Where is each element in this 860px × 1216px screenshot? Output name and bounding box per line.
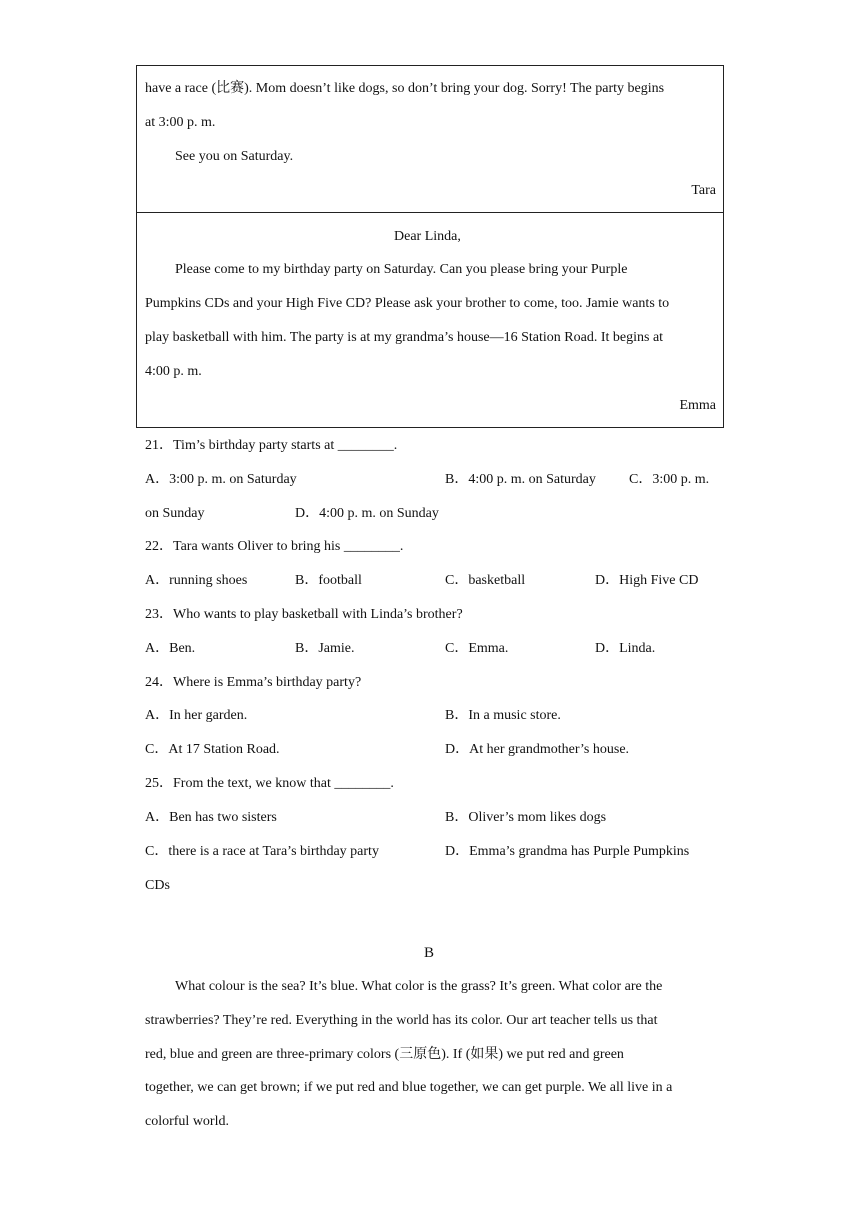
letter-emma-greeting: Dear Linda,: [394, 229, 461, 244]
question-21-option-c-cont: on Sunday: [145, 506, 205, 521]
question-22-option-b: B．football: [295, 573, 362, 588]
question-25-option-d-cont: CDs: [145, 878, 170, 893]
question-25-option-b: B．Oliver’s mom likes dogs: [445, 810, 607, 825]
question-23-option-c: C．Emma.: [445, 641, 509, 656]
question-21-option-a: A．3:00 p. m. on Saturday: [145, 472, 297, 487]
question-24-option-b: B．In a music store.: [445, 708, 561, 723]
question-21-option-c: C．3:00 p. m.: [629, 472, 710, 487]
question-23-option-a: A．Ben.: [145, 641, 196, 656]
question-25-option-c: C．there is a race at Tara’s birthday party: [145, 844, 379, 859]
letter-tara-line-1: have a race (比赛). Mom doesn’t like dogs, so don’t bring your dog. Sorry! The party begins: [145, 81, 665, 96]
question-21-option-d: D．4:00 p. m. on Sunday: [295, 506, 439, 521]
question-24-stem: 24．Where is Emma’s birthday party?: [145, 675, 362, 690]
question-22-option-a: A．running shoes: [145, 573, 248, 588]
section-b-line-1: What colour is the sea? It’s blue. What color is the grass? It’s green. What color are the: [175, 979, 663, 994]
question-23-option-b: B．Jamie.: [295, 641, 355, 656]
question-24-option-c: C．At 17 Station Road.: [145, 742, 280, 757]
section-b-line-5: colorful world.: [145, 1114, 229, 1129]
section-b-title: B: [424, 945, 435, 961]
section-b-line-3: red, blue and green are three-primary colors (三原色). If (如果) we put red and green: [145, 1047, 624, 1062]
letter-emma-line-4: 4:00 p. m.: [145, 364, 202, 379]
question-25-option-a: A．Ben has two sisters: [145, 810, 277, 825]
section-b-line-2: strawberries? They’re red. Everything in the world has its color. Our art teacher tells us that: [145, 1013, 658, 1028]
question-21-option-b: B．4:00 p. m. on Saturday: [445, 472, 596, 487]
question-22-option-d: D．High Five CD: [595, 573, 699, 588]
letter-emma-line-1: Please come to my birthday party on Saturday. Can you please bring your Purple: [175, 262, 628, 277]
question-24-option-d: D．At her grandmother’s house.: [445, 742, 630, 757]
letter-tara-closing: See you on Saturday.: [175, 149, 294, 164]
letter-tara-line-2: at 3:00 p. m.: [145, 115, 216, 130]
letter-tara-signature: Tara: [691, 183, 716, 198]
question-24-option-a: A．In her garden.: [145, 708, 248, 723]
section-b-line-4: together, we can get brown; if we put red and blue together, we can get purple. We all live in a: [145, 1080, 673, 1095]
question-23-option-d: D．Linda.: [595, 641, 656, 656]
question-22-option-c: C．basketball: [445, 573, 526, 588]
letter-emma-signature: Emma: [679, 398, 716, 413]
question-23-stem: 23．Who wants to play basketball with Linda’s brother?: [145, 607, 463, 622]
question-25-option-d: D．Emma’s grandma has Purple Pumpkins: [445, 844, 690, 859]
letter-emma-line-3: play basketball with him. The party is at my grandma’s house—16 Station Road. It begins at: [145, 330, 664, 345]
letter-emma-line-2: Pumpkins CDs and your High Five CD? Please ask your brother to come, too. Jamie wants to: [145, 296, 670, 311]
question-25-stem: 25．From the text, we know that ________.: [145, 776, 394, 791]
question-21-stem: 21．Tim’s birthday party starts at ________.: [145, 438, 398, 453]
question-22-stem: 22．Tara wants Oliver to bring his ________.: [145, 539, 404, 554]
